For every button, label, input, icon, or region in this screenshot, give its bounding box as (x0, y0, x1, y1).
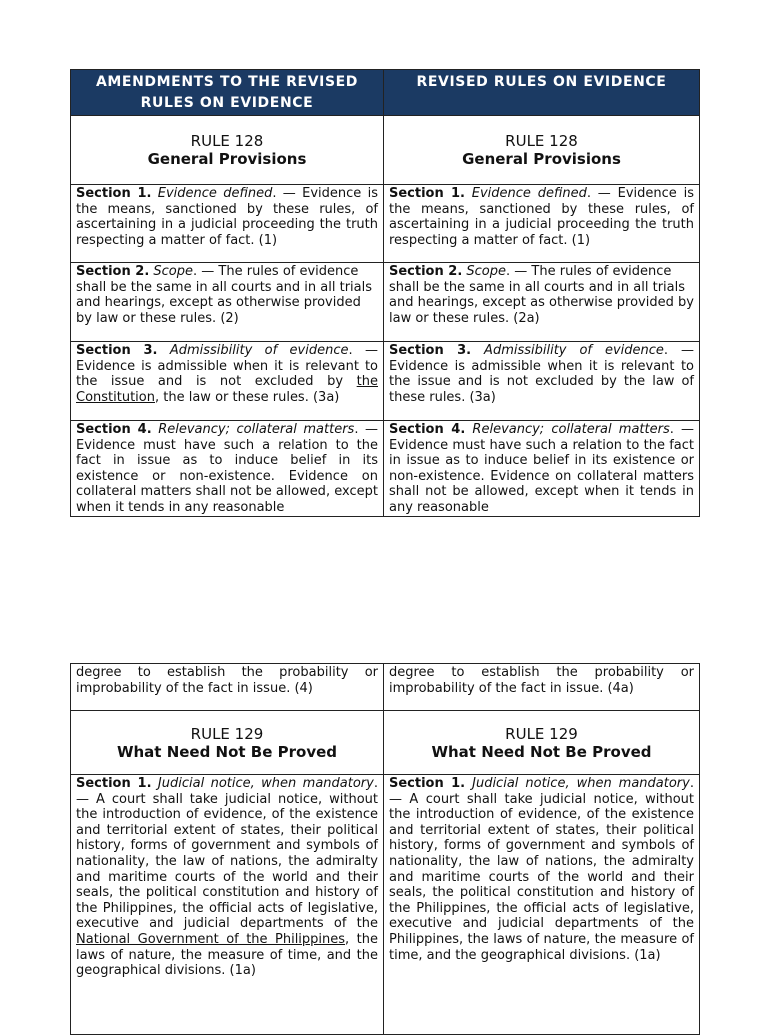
section4-continued-left: degree to establish the probability or improbability of the fact in issue. (4) (71, 664, 384, 711)
section-text: . — Evidence must have such a relation to the fact in issue as to induce belief in its existence or non-existence. Evidence on collateral matters shall not be allowed, except when it tends in any reasonable (76, 422, 378, 515)
section4-left (71, 421, 384, 517)
rule129-section1-right (384, 775, 700, 1035)
rule128-title-right: General Provisions (462, 150, 621, 168)
rule129-title-left: What Need Not Be Proved (116, 742, 338, 761)
section-heading: Judicial notice, when mandatory (157, 776, 374, 791)
section-text: . — Evidence is the means, sanctioned by these rules, of ascertaining in a judicial proceeding the truth respecting a matter of fact. (1) (76, 186, 378, 248)
section-text: . — Evidence must have such a relation to the fact in issue as to induce belief in its existence or non-existence. Evidence on collateral matters shall not be allowed, except when it tends in any reasonable (389, 422, 694, 515)
section4-row (71, 421, 700, 517)
section2-left (71, 263, 384, 342)
section-label: Section 1. (389, 776, 466, 791)
rule129-row (71, 711, 700, 775)
section-text-end: , the laws of nature, the measure of time, and the geographical divisions. (1a) (76, 931, 378, 979)
section-heading: Scope (466, 264, 507, 279)
section-label: Section 1. (76, 776, 152, 791)
section-label: Section 1. (389, 186, 465, 201)
section-heading: Evidence defined (157, 186, 273, 201)
section4-continued-row (71, 664, 700, 711)
header-amendments: AMENDMENTS TO THE REVISED RULES ON EVIDENCE (71, 70, 384, 116)
rule129-right (384, 711, 700, 775)
section-text: . — Evidence is admissible when it is relevant to the issue and is not excluded by the law of these rules. (3a) (389, 343, 694, 405)
rule128-left (71, 116, 384, 185)
section-heading: Judicial notice, when mandatory (472, 776, 690, 791)
rule128-row (71, 116, 700, 185)
section2-row (71, 263, 700, 342)
section-label: Section 2. (76, 264, 150, 279)
section-underlined-text: the Constitution (76, 374, 378, 405)
section3-row (71, 342, 700, 421)
section-heading: Scope (153, 264, 194, 279)
rule128-number-left: RULE 128 (190, 132, 264, 150)
section3-left (71, 342, 384, 421)
rule129-section1-left (71, 775, 384, 1035)
rule129-number-left: RULE 129 (190, 724, 264, 743)
section-label: Section 2. (389, 264, 463, 279)
section2-right (384, 263, 700, 342)
section1-row (71, 185, 700, 263)
rule128-title-left: General Provisions (147, 150, 307, 168)
section1-left (71, 185, 384, 263)
rule129-section1-row (71, 775, 700, 1035)
section4-continued-right: degree to establish the probability or improbability of the fact in issue. (4a) (384, 664, 700, 711)
rule128-right (384, 116, 700, 185)
section-text: . — The rules of evidence shall be the same in all courts and in all trials and hearings, except as otherwise provided by law or these rules. (2a) (389, 264, 694, 326)
rule129-title-right: What Need Not Be Proved (431, 742, 652, 761)
section3-right (384, 342, 700, 421)
section-text: . — A court shall take judicial notice, without the introduction of evidence, of the existence and territorial extent of states, their political history, forms of government and symbols of nationality, the law of nations, the admiralty and maritime courts of the world and their seals, the political constitution and history of the Philippines, the official acts of legislative, executive and judicial departments of the Philippines, the laws of nature, the measure of time, and the geographical divisions. (1a) (389, 776, 694, 963)
section-label: Section 3. (389, 343, 472, 358)
rule129-left (71, 711, 384, 775)
section-heading: Relevancy; collateral matters (158, 422, 355, 437)
section-text-end: , the law or these rules. (3a) (155, 389, 340, 405)
section-heading: Admissibility of evidence (169, 343, 349, 358)
section-text: . — A court shall take judicial notice, without the introduction of evidence, of the existence and territorial extent of states, their political history, forms of government and symbols of nationality, the law of nations, the admiralty and maritime courts of the world and their seals, the political constitution and history of the Philippines, the official acts of legislative, executive and judicial departments of the (76, 776, 378, 932)
section-underlined-text: National Government of the Philippines (76, 931, 346, 947)
rule129-number-right: RULE 129 (505, 724, 578, 743)
table-header-row (71, 70, 700, 116)
section1-right (384, 185, 700, 263)
section-text: . — Evidence is the means, sanctioned by these rules, of ascertaining in a judicial proceeding the truth respecting a matter of fact. (1) (389, 186, 694, 248)
section-label: Section 3. (76, 343, 158, 358)
section-label: Section 1. (76, 186, 152, 201)
section-text: . — The rules of evidence shall be the same in all courts and in all trials and hearings, except as otherwise provided by law or these rules. (2) (76, 264, 373, 326)
header-revised: REVISED RULES ON EVIDENCE (384, 70, 700, 116)
section-text: . — Evidence is admissible when it is relevant to the issue and is not excluded by (76, 343, 378, 390)
rule128-number-right: RULE 128 (505, 132, 578, 150)
section-label: Section 4. (389, 422, 466, 437)
comparison-table-page1 (70, 69, 700, 517)
section-heading: Evidence defined (471, 186, 587, 201)
section-heading: Admissibility of evidence (484, 343, 664, 358)
section-heading: Relevancy; collateral matters (472, 422, 670, 437)
section4-right (384, 421, 700, 517)
section-label: Section 4. (76, 422, 152, 437)
comparison-table-page2 (70, 663, 700, 1035)
